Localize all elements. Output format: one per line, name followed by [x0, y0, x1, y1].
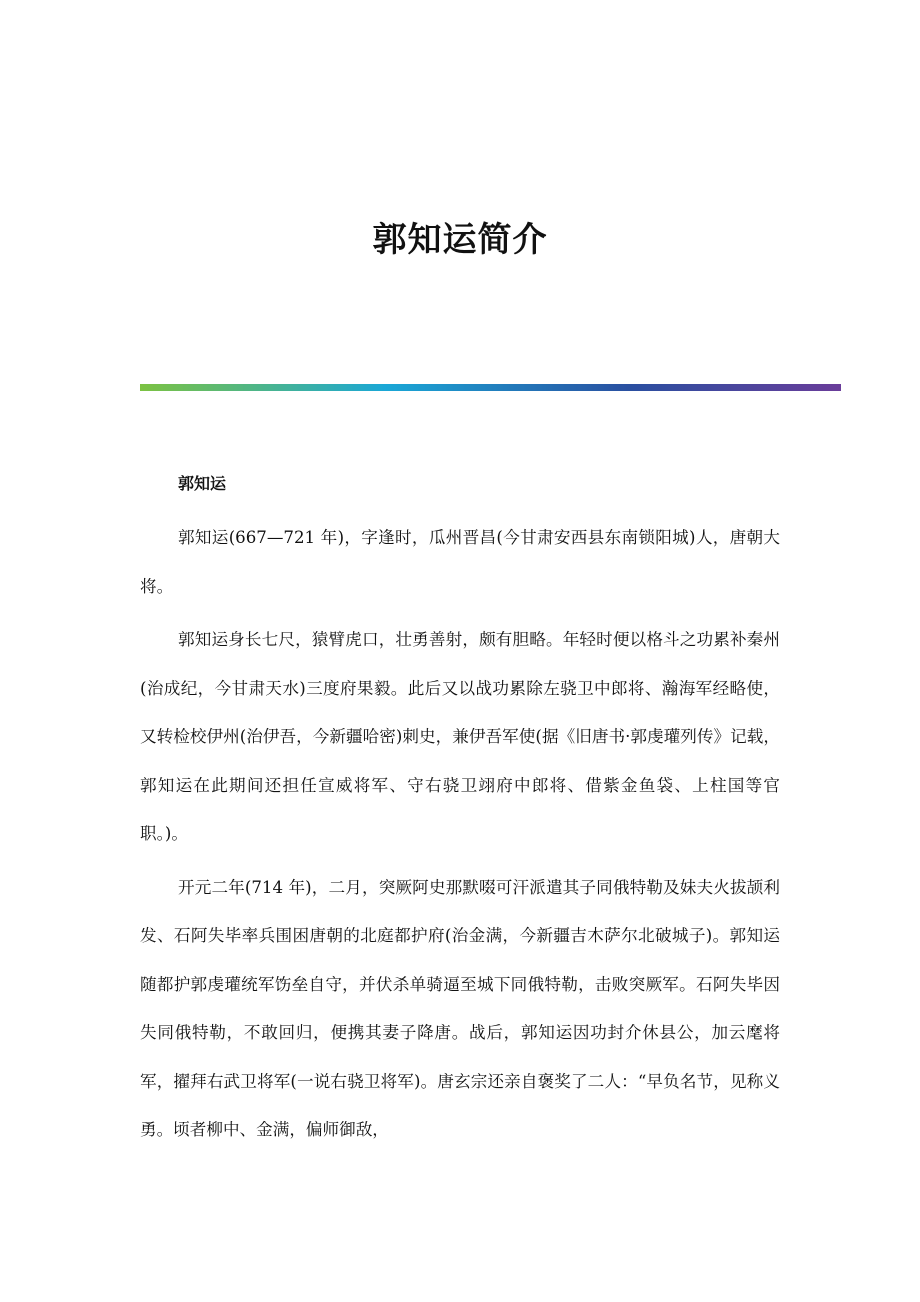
section-heading: 郭知运: [178, 474, 227, 493]
paragraph-career: 郭知运身长七尺，猿臂虎口，壮勇善射，颇有胆略。年轻时便以格斗之功累补秦州(治成纪，今甘肃天水)三度府果毅。此后又以战功累除左骁卫中郎将、瀚海军经略使，又转检校伊州(治伊吾，今新疆哈密)刺史，兼伊吾军使(据《旧唐书·郭虔瓘列传》记载，郭知运在此期间还担任宣威将军、守右骁卫翊府中郎将、借紫金鱼袋、上柱国等官职。)。: [140, 630, 780, 843]
document-body: [140, 460, 780, 1160]
paragraph-intro: 郭知运(667—721 年)，字逢时，瓜州晋昌(今甘肃安西县东南锁阳城)人，唐朝大将。: [140, 528, 780, 596]
page-title: 郭知运简介: [372, 220, 548, 260]
paragraph-battle: 开元二年(714 年)，二月，突厥阿史那默啜可汗派遣其子同俄特勒及妹夫火拔颉利发、石阿失毕率兵围困唐朝的北庭都护府(治金满，今新疆吉木萨尔北破城子)。郭知运随都护郭虔瓘统军饬垒自守，并伏杀单骑逼至城下同俄特勒，击败突厥军。石阿失毕因失同俄特勒，不敢回归，便携其妻子降唐。战后，郭知运因功封介休县公，加云麾将军，擢拜右武卫将军(一说右骁卫将军)。唐玄宗还亲自褒奖了二人：“早负名节，见称义勇。顷者柳中、金满，偏师御敌，: [140, 877, 780, 1139]
title-divider: [140, 384, 841, 391]
